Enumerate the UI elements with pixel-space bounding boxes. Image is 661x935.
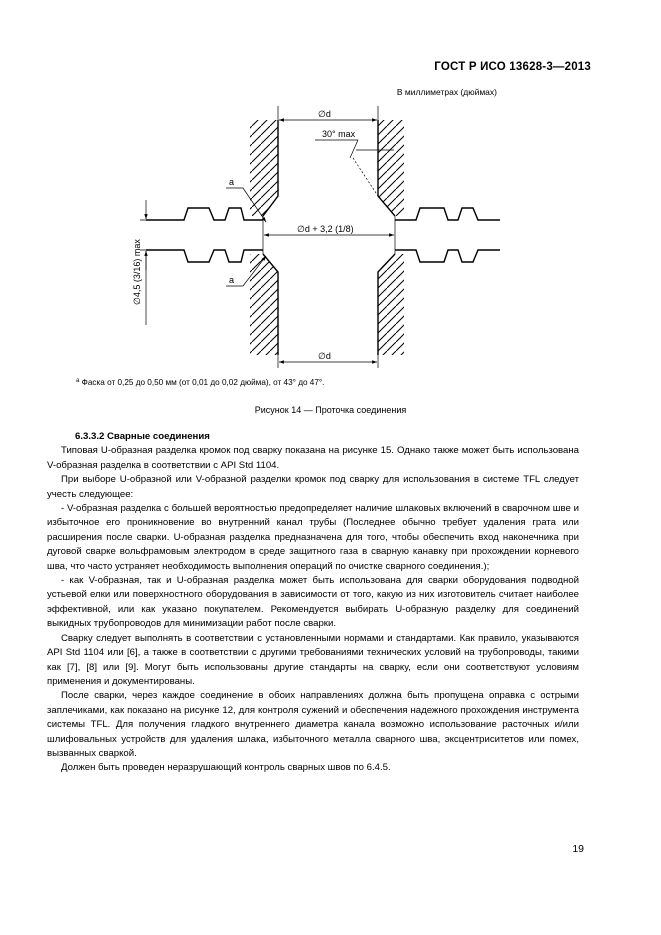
dim-vertical-label: ∅4,5 (3/16) max bbox=[132, 239, 142, 305]
figure-footnote bbox=[76, 378, 324, 387]
section-body bbox=[47, 430, 579, 776]
footnote-mark: a bbox=[76, 378, 80, 384]
lower-flange-profile bbox=[146, 250, 263, 262]
dim-middle-label: ∅d + 3,2 (1/8) bbox=[297, 224, 354, 234]
paragraph-6: После сварки, через каждое соединение в обоих направлениях должна быть пропущена оправка с острыми заплечиками, как показано на рисунке 12, для контроля сужений и обеспечения надежного прохождения инструмента системы TFL. Для получения гладкого внутреннего диаметра канала возможно использование расточных и/или шлифовальных устройств для удаления шлака, избыточного металла сварного шва, эксцентриситетов или помех, вызванных сваркой. bbox=[47, 690, 579, 759]
paragraph-7: Должен быть проведен неразрушающий контроль сварных швов по 6.4.5. bbox=[61, 762, 391, 774]
paragraph-3: - V-образная разделка с большей вероятностью предопределяет наличие шлаковых включений в сварочном шве и избыточное его проникновение во внутренний канал трубы (Последнее обычно требует удаления грата или расширения после сварки. U-образная разделка предназначена для того, чтобы обеспечить вход наконечника при дуговой сварке вольфрамовым электродом в среде защитного газа в сварную канавку при прохождении корневого шва, что часто устраняет необходимость выполнения операций по очистке сварного соединения.); bbox=[47, 503, 579, 572]
units-note: В миллиметрах (дюймах) bbox=[396, 87, 497, 97]
section-heading: 6.3.3.2 Сварные соединения bbox=[75, 431, 210, 442]
document-header: ГОСТ Р ИСО 13628-3—2013 bbox=[434, 61, 591, 73]
lower-left-hatch bbox=[250, 254, 278, 355]
dim-bottom-label: ∅d bbox=[318, 351, 331, 361]
lower-right-hatch bbox=[378, 254, 404, 355]
page-number: 19 bbox=[572, 843, 584, 855]
callout-a-lower: a bbox=[229, 275, 235, 285]
dim-top-label: ∅d bbox=[318, 109, 331, 119]
footnote-text: Фаска от 0,25 до 0,50 мм (от 0,01 до 0,02 дюйма), от 43° до 47°. bbox=[81, 378, 325, 387]
paragraph-5: Сварку следует выполнять в соответствии с установленными нормами и стандартами. Как правило, указываются API Std 1104 или [6], а также в соответствии с другими требованиями технических условий на трубопроводы, такими как [7], [8] или [9]. Могут быть использованы другие стандарты на сварку, если они соответствуют условиям применения и документированы. bbox=[47, 632, 579, 687]
paragraph-4: - как V-образная, так и U-образная разделка может быть использована для сварки оборудования подводной устьевой елки или поверхностного оборудования в зависимости от того, какую из них изготовитель считает наиболее эффективной, или как указано покупателем. Рекомендуется выбирать U-образную разделку для соединений выкидных трубопроводов для минимизации работ после сварки. bbox=[47, 575, 579, 630]
figure-14-drawing bbox=[0, 100, 661, 375]
angle-label: 30° max bbox=[322, 129, 356, 139]
upper-flange-profile bbox=[146, 208, 263, 220]
callout-a-upper: a bbox=[229, 177, 235, 187]
paragraph-1: Типовая U-образная разделка кромок под сварку показана на рисунке 15. Однако также может быть использована V-образная разделка в соответствии с API Std 1104. bbox=[47, 445, 579, 471]
paragraph-2: При выборе U-образной или V-образной разделки кромок под сварку для использования в системе TFL следует учесть следующее: bbox=[47, 474, 579, 500]
figure-caption: Рисунок 14 — Проточка соединения bbox=[254, 405, 407, 415]
